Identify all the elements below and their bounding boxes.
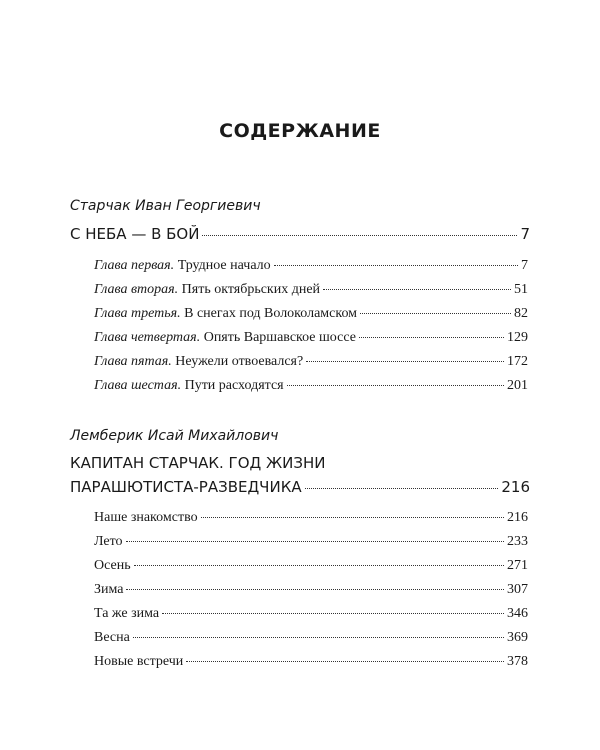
leader-dots (126, 589, 504, 590)
toc-entry[interactable] (94, 330, 528, 346)
item-page: 271 (507, 558, 528, 573)
page-title: СОДЕРЖАНИЕ (219, 120, 381, 142)
chapter-label: Глава четвертая. (94, 330, 201, 345)
item-page: 369 (507, 630, 528, 645)
chapter-title: Пути расходятся (184, 378, 284, 393)
chapter-label: Глава третья. (94, 306, 181, 321)
section2-heading: ПАРАШЮТИСТА-РАЗВЕДЧИКА (70, 478, 302, 496)
item-title: Зима (94, 582, 124, 597)
item-page: 307 (507, 582, 528, 597)
leader-dots (202, 235, 517, 236)
toc-entry[interactable] (94, 258, 528, 274)
leader-dots (133, 637, 504, 638)
chapter-label: Глава шестая. (94, 378, 182, 393)
item-title: Весна (94, 630, 130, 645)
item-page: 233 (507, 534, 528, 549)
leader-dots (274, 265, 518, 266)
toc-entry[interactable] (94, 510, 528, 526)
toc-entry[interactable] (94, 282, 528, 298)
section1-heading-page: 7 (520, 225, 530, 243)
chapter-page: 172 (507, 354, 528, 369)
section1-author: Старчак Иван Георгиевич (70, 198, 261, 214)
chapter-label: Глава первая. (94, 258, 175, 273)
section2-author: Лемберик Исай Михайлович (70, 428, 279, 444)
chapter-title: Пять октябрьских дней (181, 282, 321, 297)
chapter-page: 201 (507, 378, 528, 393)
leader-dots (126, 541, 504, 542)
toc-entry[interactable] (94, 378, 528, 394)
leader-dots (323, 289, 511, 290)
toc-entry[interactable] (94, 582, 528, 598)
chapter-page: 82 (514, 306, 528, 321)
leader-dots (359, 337, 504, 338)
chapter-page: 51 (514, 282, 528, 297)
leader-dots (201, 517, 504, 518)
chapter-title: В снегах под Волоколамском (184, 306, 358, 321)
toc-entry[interactable] (94, 306, 528, 322)
item-title: Наше знакомство (94, 510, 198, 525)
toc-entry[interactable] (94, 354, 528, 370)
toc-entry[interactable] (94, 654, 528, 670)
section2-heading-entry[interactable] (70, 478, 530, 496)
item-page: 378 (507, 654, 528, 669)
chapter-page: 129 (507, 330, 528, 345)
leader-dots (306, 361, 504, 362)
chapter-label: Глава вторая. (94, 282, 179, 297)
section2-heading-line1 (70, 454, 530, 472)
section1-heading: С НЕБА — В БОЙ (70, 225, 200, 243)
chapter-label: Глава пятая. (94, 354, 172, 369)
chapter-title: Опять Варшавское шоссе (203, 330, 356, 345)
leader-dots (287, 385, 504, 386)
chapter-title: Неужели отвоевался? (175, 354, 304, 369)
chapter-page: 7 (521, 258, 528, 273)
toc-entry[interactable] (94, 630, 528, 646)
toc-entry[interactable] (94, 606, 528, 622)
leader-dots (186, 661, 504, 662)
leader-dots (305, 488, 499, 489)
section1-heading-entry[interactable] (70, 225, 530, 243)
item-page: 216 (507, 510, 528, 525)
chapter-title: Трудное начало (177, 258, 271, 273)
leader-dots (360, 313, 511, 314)
item-title: Лето (94, 534, 123, 549)
item-title: Осень (94, 558, 131, 573)
section2-heading-text: КАПИТАН СТАРЧАК. ГОД ЖИЗНИ (70, 454, 326, 472)
item-title: Та же зима (94, 606, 160, 621)
toc-entry[interactable] (94, 558, 528, 574)
item-page: 346 (507, 606, 528, 621)
leader-dots (134, 565, 504, 566)
item-title: Новые встречи (94, 654, 184, 669)
section2-heading-page: 216 (501, 478, 530, 496)
leader-dots (162, 613, 504, 614)
toc-entry[interactable] (94, 534, 528, 550)
